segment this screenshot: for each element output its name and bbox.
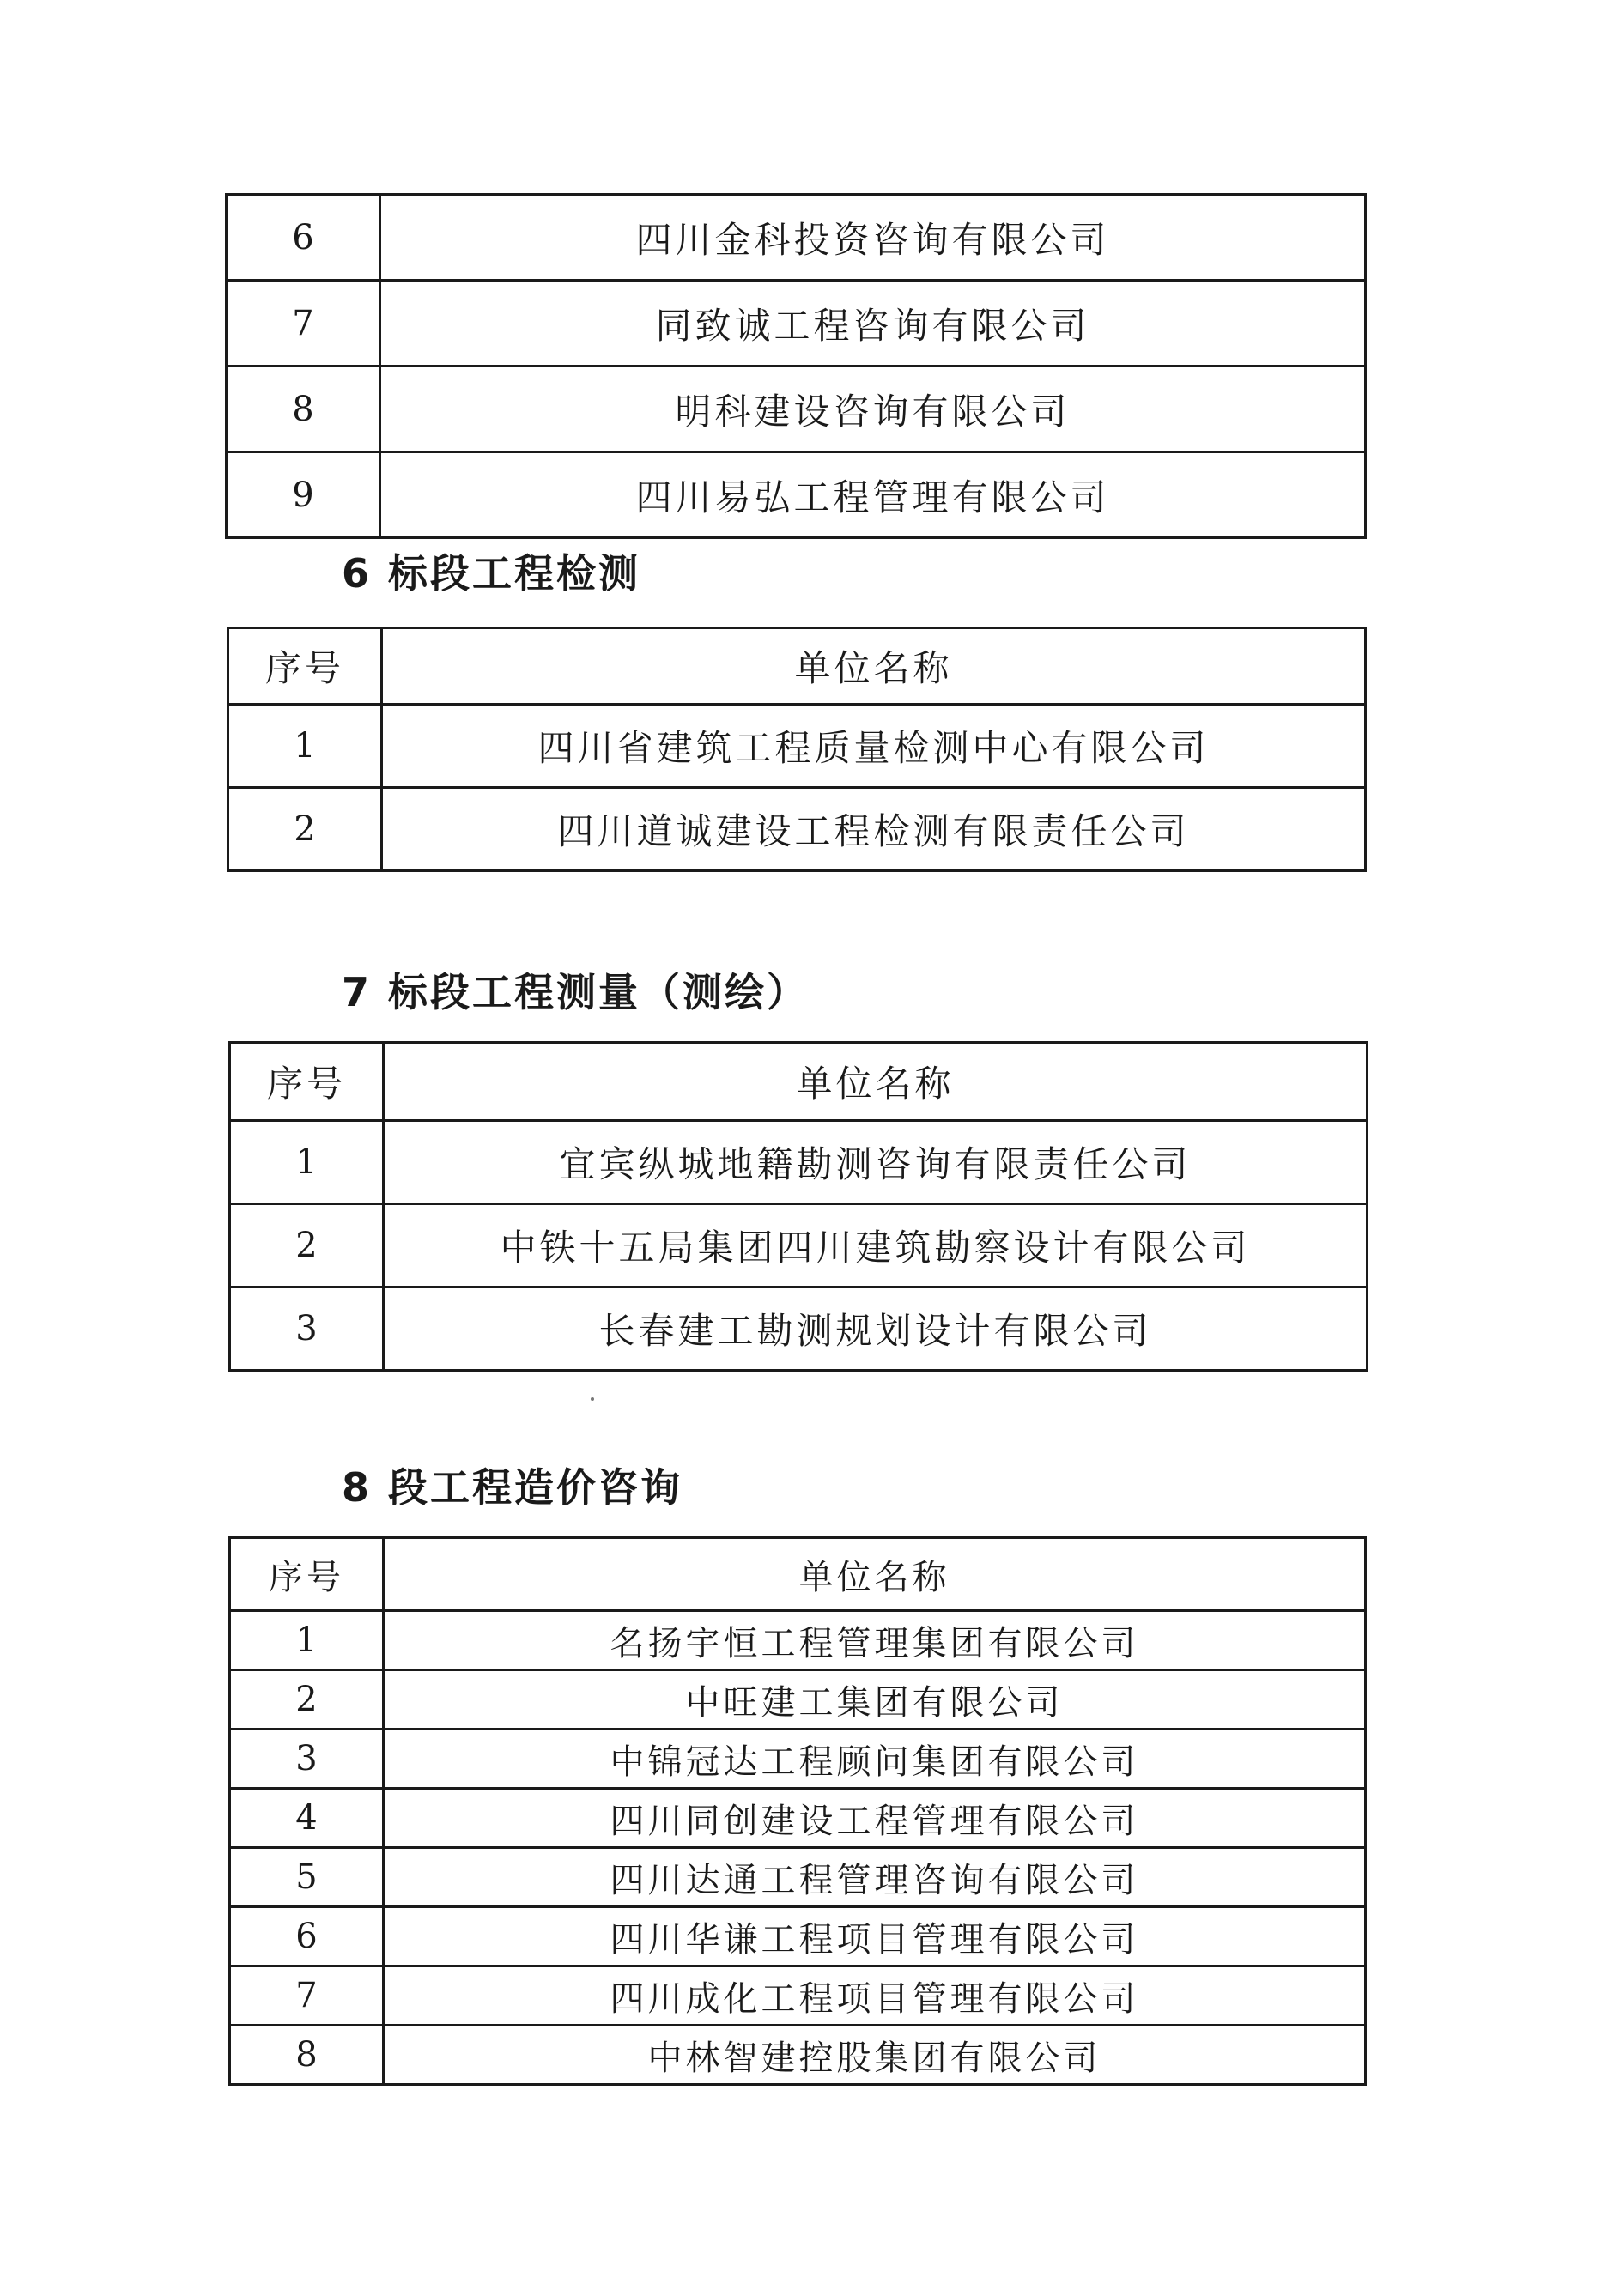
section6-heading: 6 标段工程检测 xyxy=(342,550,641,597)
table-row xyxy=(230,1611,1366,1670)
row-number: 1 xyxy=(230,1611,384,1670)
section7-heading: 7 标段工程测量（测绘） xyxy=(342,969,810,1015)
table-header-row xyxy=(230,1538,1366,1611)
company-name: 长春建工勘测规划设计有限公司 xyxy=(384,1287,1368,1371)
table-row xyxy=(230,2026,1366,2085)
column-header-number: 序号 xyxy=(230,1043,384,1121)
company-name: 四川易弘工程管理有限公司 xyxy=(380,452,1366,538)
table-row xyxy=(228,788,1366,871)
table-header-row xyxy=(230,1043,1368,1121)
row-number: 5 xyxy=(230,1848,384,1907)
table-row xyxy=(230,1789,1366,1848)
scan-speck xyxy=(591,1397,594,1401)
company-name: 四川金科投资咨询有限公司 xyxy=(380,195,1366,281)
column-header-name: 单位名称 xyxy=(384,1043,1368,1121)
table-section8 xyxy=(228,1536,1367,2086)
table-row xyxy=(230,1670,1366,1730)
row-number: 2 xyxy=(230,1204,384,1287)
company-name: 中锦冠达工程顾问集团有限公司 xyxy=(384,1730,1366,1789)
company-name: 中铁十五局集团四川建筑勘察设计有限公司 xyxy=(384,1204,1368,1287)
table-row xyxy=(227,367,1366,452)
table-row xyxy=(227,452,1366,538)
table-section7 xyxy=(228,1041,1368,1372)
company-name: 明科建设咨询有限公司 xyxy=(380,367,1366,452)
row-number: 2 xyxy=(230,1670,384,1730)
column-header-number: 序号 xyxy=(230,1538,384,1611)
company-name: 四川华谦工程项目管理有限公司 xyxy=(384,1907,1366,1966)
row-number: 2 xyxy=(228,788,382,871)
section8-heading: 8 段工程造价咨询 xyxy=(342,1464,683,1511)
table-section6 xyxy=(227,627,1367,872)
table-header-row xyxy=(228,628,1366,705)
table-row xyxy=(228,705,1366,788)
table-row xyxy=(230,1966,1366,2026)
row-number: 1 xyxy=(230,1121,384,1204)
row-number: 7 xyxy=(230,1966,384,2026)
column-header-number: 序号 xyxy=(228,628,382,705)
company-name: 四川道诚建设工程检测有限责任公司 xyxy=(382,788,1366,871)
row-number: 1 xyxy=(228,705,382,788)
column-header-name: 单位名称 xyxy=(384,1538,1366,1611)
row-number: 4 xyxy=(230,1789,384,1848)
row-number: 8 xyxy=(230,2026,384,2085)
company-name: 名扬宇恒工程管理集团有限公司 xyxy=(384,1611,1366,1670)
table-row xyxy=(230,1848,1366,1907)
table-row xyxy=(227,281,1366,367)
table-row xyxy=(230,1287,1368,1371)
row-number: 7 xyxy=(227,281,380,367)
column-header-name: 单位名称 xyxy=(382,628,1366,705)
row-number: 6 xyxy=(227,195,380,281)
company-name: 四川成化工程项目管理有限公司 xyxy=(384,1966,1366,2026)
table-row xyxy=(230,1121,1368,1204)
table-row xyxy=(230,1730,1366,1789)
table-row xyxy=(230,1204,1368,1287)
table-row xyxy=(227,195,1366,281)
row-number: 3 xyxy=(230,1287,384,1371)
row-number: 8 xyxy=(227,367,380,452)
table-section5-continued xyxy=(225,193,1367,539)
company-name: 四川达通工程管理咨询有限公司 xyxy=(384,1848,1366,1907)
company-name: 中林智建控股集团有限公司 xyxy=(384,2026,1366,2085)
company-name: 四川省建筑工程质量检测中心有限公司 xyxy=(382,705,1366,788)
row-number: 3 xyxy=(230,1730,384,1789)
row-number: 6 xyxy=(230,1907,384,1966)
table-row xyxy=(230,1907,1366,1966)
company-name: 宜宾纵城地籍勘测咨询有限责任公司 xyxy=(384,1121,1368,1204)
company-name: 四川同创建设工程管理有限公司 xyxy=(384,1789,1366,1848)
row-number: 9 xyxy=(227,452,380,538)
company-name: 中旺建工集团有限公司 xyxy=(384,1670,1366,1730)
company-name: 同致诚工程咨询有限公司 xyxy=(380,281,1366,367)
